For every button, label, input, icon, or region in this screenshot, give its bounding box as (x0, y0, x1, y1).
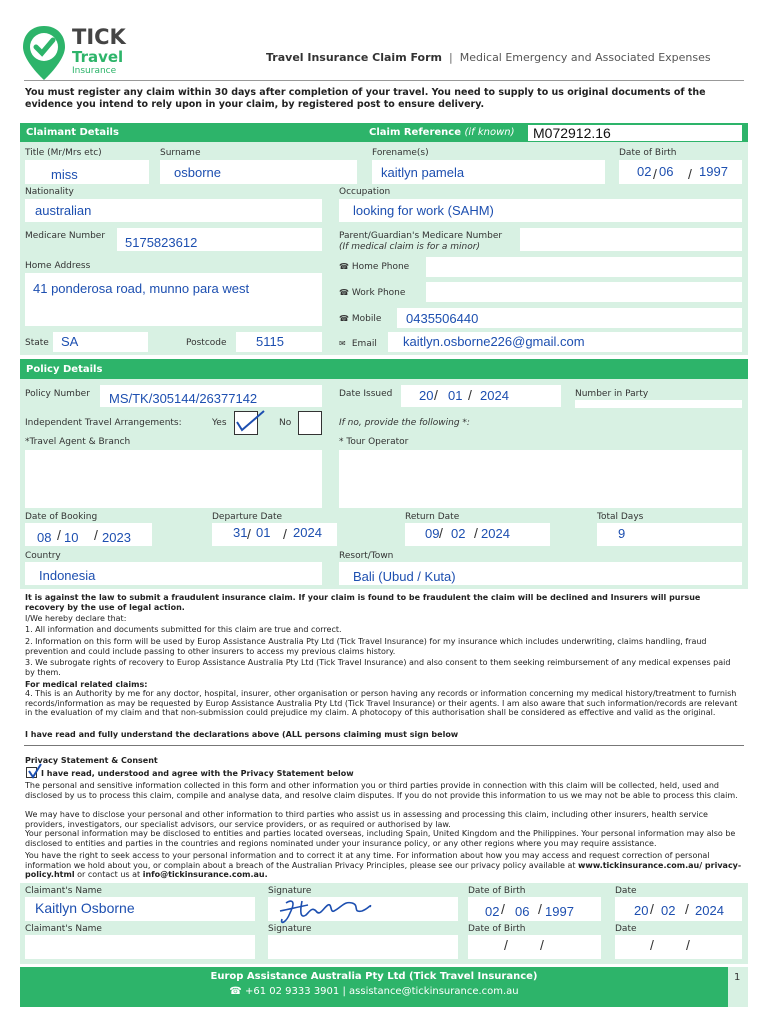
work-phone-label: ☎ Work Phone (339, 288, 406, 298)
sig-dob-day-1: 02 (485, 904, 500, 919)
sig-date-label-2: Date (615, 924, 637, 934)
phone-icon: ☎ (229, 986, 242, 997)
signature-label-1: Signature (268, 886, 312, 896)
check-pin-icon (20, 24, 68, 82)
state-value: SA (61, 334, 79, 349)
forenames-value: kaitlyn pamela (381, 165, 465, 180)
declaration-item-4: 4. This is an Authority by me for any doctor, hospital, insurer, other organisation or person having any records or information concerning my medical history/treatment to furnish records/information as may be requested by Europ Assistance Australia Pty Ltd (Tick Travel Insurance) or their agents. I am also aware that such information/records are relevant in the evaluation of my claim and that non-submission could prejudice my claim. A photocopy of this authorisation shall be considered as effective and valid as the original. (25, 689, 738, 717)
policy-number-value: MS/TK/305144/26377142 (109, 391, 258, 406)
booking-year: 2023 (102, 530, 131, 545)
claimant-name-input-2[interactable] (25, 935, 255, 959)
email-label: ✉ Email (339, 339, 377, 349)
work-phone-input[interactable] (426, 282, 742, 302)
privacy-para-1: The personal and sensitive information collected in this form and other information you or third parties provide in connection with this claim will be collected, held, used and disclosed by us to process this claim, compile and analyse data, and resolve claim disputes. If you do not provide this information to us we may not be able to process this claim. (25, 781, 738, 800)
declaration-item-2: 2. Information on this form will be used by Europ Assistance Australia Pty Ltd (Tick Travel Insurance) for my insurance which includes underwriting, claims handling, fraud prevention and could include passing to other insurers to access my previous claims history. (25, 637, 707, 656)
tick-logo (20, 20, 140, 82)
declaration-confirm: I have read and fully understand the declarations above (ALL persons claiming must sign below (25, 730, 459, 739)
guardian-label: Parent/Guardian's Medicare Number (339, 231, 503, 241)
sig-date-year-1: 2024 (695, 903, 724, 918)
departure-day: 31 (233, 525, 248, 540)
email-value: kaitlyn.osborne226@gmail.com (403, 334, 585, 349)
postcode-label: Postcode (186, 338, 227, 348)
privacy-policy-link[interactable]: www.tickinsurance.com.au/ privacy-policy.html (25, 860, 742, 879)
address-value: 41 ponderosa road, munno para west (33, 281, 250, 296)
agent-input[interactable] (25, 450, 322, 508)
footer-contact: ☎ +61 02 9333 3901 | assistance@tickinsurance.com.au (229, 986, 519, 997)
dob-year: 1997 (699, 164, 728, 179)
declaration-item-3: 3. We subrogate rights of recovery to Europ Assistance Australia Pty Ltd (Tick Travel Insurance) and also consent to them seeking reimbursement of any medical expenses paid by them. (25, 658, 731, 677)
booking-date-label: Date of Booking (25, 512, 98, 522)
intro-notice: You must register any claim within 30 days after completion of your travel. You need to supply to us original documents of the evidence you intend to rely upon in your claim, by registered post to ensure delivery. (25, 87, 706, 110)
no-checkbox[interactable] (298, 411, 322, 435)
sig-dob-label-1: Date of Birth (468, 886, 526, 896)
nationality-value: australian (35, 203, 92, 218)
tour-operator-label: * Tour Operator (339, 437, 409, 447)
country-label: Country (25, 551, 61, 561)
phone-icon: ☎ (339, 314, 349, 323)
agent-label: *Travel Agent & Branch (25, 437, 131, 447)
form-title: Travel Insurance Claim Form (266, 51, 443, 64)
info-email-link[interactable]: info@tickinsurance.com.au. (142, 870, 268, 879)
signature-label-2: Signature (268, 924, 312, 934)
medicare-value: 5175823612 (125, 235, 198, 250)
return-year: 2024 (481, 526, 510, 541)
logo-travel-text: Travel (72, 48, 124, 66)
claimant-name-label-2: Claimant's Name (25, 924, 102, 934)
issued-month: 01 (448, 388, 463, 403)
claimant-section-title: Claimant Details (26, 127, 119, 138)
declaration-item-1: 1. All information and documents submitted for this claim are true and correct. (25, 625, 342, 634)
issued-year: 2024 (480, 388, 509, 403)
departure-month: 01 (256, 525, 271, 540)
claim-ref-label: Claim Reference (if known) (369, 127, 515, 138)
forenames-label: Forename(s) (372, 148, 429, 158)
privacy-para-3: Your personal information may be disclosed to entities and parties located overseas, including Spain, United Kingdom and the Philippines. Your personal information may also be disclosed to entities and parties in the countries and regions nominated under your insurance policy, or any other regions where you may require assistance. (25, 829, 736, 848)
booking-month: 10 (64, 530, 79, 545)
sig-date-month-1: 02 (661, 903, 676, 918)
signature-input-2[interactable] (268, 935, 458, 959)
total-days-label: Total Days (597, 512, 644, 522)
sig-dob-month-1: 06 (515, 904, 530, 919)
sig-date-day-1: 20 (634, 903, 649, 918)
dob-day: 02 (637, 164, 652, 179)
return-day: 09 (425, 526, 440, 541)
title-label: Title (Mr/Mrs etc) (25, 148, 102, 158)
return-date-label: Return Date (405, 512, 460, 522)
claimant-name-label-1: Claimant's Name (25, 886, 102, 896)
yes-label: Yes (212, 418, 227, 428)
footer-company: Europ Assistance Australia Pty Ltd (Tick Travel Insurance) (210, 971, 538, 982)
home-phone-label: ☎ Home Phone (339, 262, 410, 272)
logo-insurance-text: Insurance (72, 66, 117, 76)
privacy-agree-text: I have read, understood and agree with the Privacy Statement below (41, 769, 354, 778)
privacy-para-4: You have the right to seek access to your personal information and to correct it at any time. For information about how you may access and request correction of personal information we hold about you, or complain about a breach of the Australian Privacy Principles, please see our privacy policy available at www.tickinsurance.com.au/ privacy-policy.html or contact us at info@tickinsurance.com.au. (25, 851, 742, 879)
return-month: 02 (451, 526, 466, 541)
title-value: miss (51, 167, 78, 182)
address-label: Home Address (25, 261, 91, 271)
sig-date-input-2[interactable] (615, 935, 742, 959)
no-label: No (279, 418, 292, 428)
privacy-heading: Privacy Statement & Consent (25, 756, 158, 765)
phone-icon: ☎ (339, 288, 349, 297)
date-issued-label: Date Issued (339, 389, 393, 399)
guardian-hint: (If medical claim is for a minor) (339, 242, 480, 252)
medical-heading: For medical related claims: (25, 680, 148, 689)
dob-month: 06 (659, 164, 674, 179)
sig-dob-label-2: Date of Birth (468, 924, 526, 934)
mobile-label: ☎ Mobile (339, 314, 382, 324)
policy-header (20, 359, 748, 379)
policy-section-title: Policy Details (26, 364, 103, 375)
title-input[interactable] (25, 160, 149, 184)
policy-number-label: Policy Number (25, 389, 90, 399)
sig-dob-input-2[interactable] (468, 935, 601, 959)
envelope-icon: ✉ (339, 339, 346, 348)
number-in-party-label: Number in Party (575, 389, 649, 399)
home-phone-input[interactable] (426, 257, 742, 277)
mobile-value: 0435506440 (406, 311, 479, 326)
departure-year: 2024 (293, 525, 322, 540)
occupation-value: looking for work (SAHM) (353, 203, 494, 218)
surname-label: Surname (160, 148, 201, 158)
country-value: Indonesia (39, 568, 96, 583)
yes-checkmark-icon (233, 408, 267, 436)
postcode-value: 5115 (256, 334, 284, 349)
surname-value: osborne (174, 165, 221, 180)
guardian-medicare-input[interactable] (520, 228, 742, 251)
resort-label: Resort/Town (339, 551, 394, 561)
resort-value: Bali (Ubud / Kuta) (353, 569, 456, 584)
booking-day: 08 (37, 530, 52, 545)
issued-day: 20 (419, 388, 434, 403)
declaration-intro: I/We hereby declare that: (25, 614, 127, 623)
page-number: 1 (734, 972, 741, 983)
departure-date-label: Departure Date (212, 512, 283, 522)
logo-tick-text: TICK (72, 25, 126, 49)
dob-label: Date of Birth (619, 148, 677, 158)
medicare-label: Medicare Number (25, 231, 106, 241)
total-days-value: 9 (618, 526, 626, 541)
tour-operator-input[interactable] (339, 450, 742, 508)
if-no-label: If no, provide the following *: (339, 418, 470, 428)
occupation-label: Occupation (339, 187, 391, 197)
footer-email[interactable]: assistance@tickinsurance.com.au (349, 986, 519, 997)
state-label: State (25, 338, 49, 348)
sig-date-label-1: Date (615, 886, 637, 896)
phone-icon: ☎ (339, 262, 349, 271)
privacy-para-2: We may have to disclose your personal and other information to third parties who assist us in assessing and processing this claim, including other insurers, health service providers, investigators, our specialist advisors, our service providers, or as required or authorised by law. (25, 810, 708, 829)
fraud-warning: It is against the law to submit a fraudulent insurance claim. If your claim is found to be fraudulent the claim will be declined and Insurers will pursue recovery by the use of legal action. (25, 593, 701, 612)
form-title-bar: Travel Insurance Claim Form | Medical Emergency and Associated Expenses (266, 51, 711, 64)
nationality-label: Nationality (25, 187, 74, 197)
independent-label: Independent Travel Arrangements: (25, 418, 182, 428)
claimant-name-value-1: Kaitlyn Osborne (35, 900, 135, 916)
form-subtitle: Medical Emergency and Associated Expenses (459, 51, 711, 64)
footer-phone: +61 02 9333 3901 (245, 986, 340, 997)
sig-dob-year-1: 1997 (545, 904, 574, 919)
claim-ref-value: M072912.16 (533, 125, 611, 141)
number-in-party-input[interactable] (575, 400, 742, 408)
